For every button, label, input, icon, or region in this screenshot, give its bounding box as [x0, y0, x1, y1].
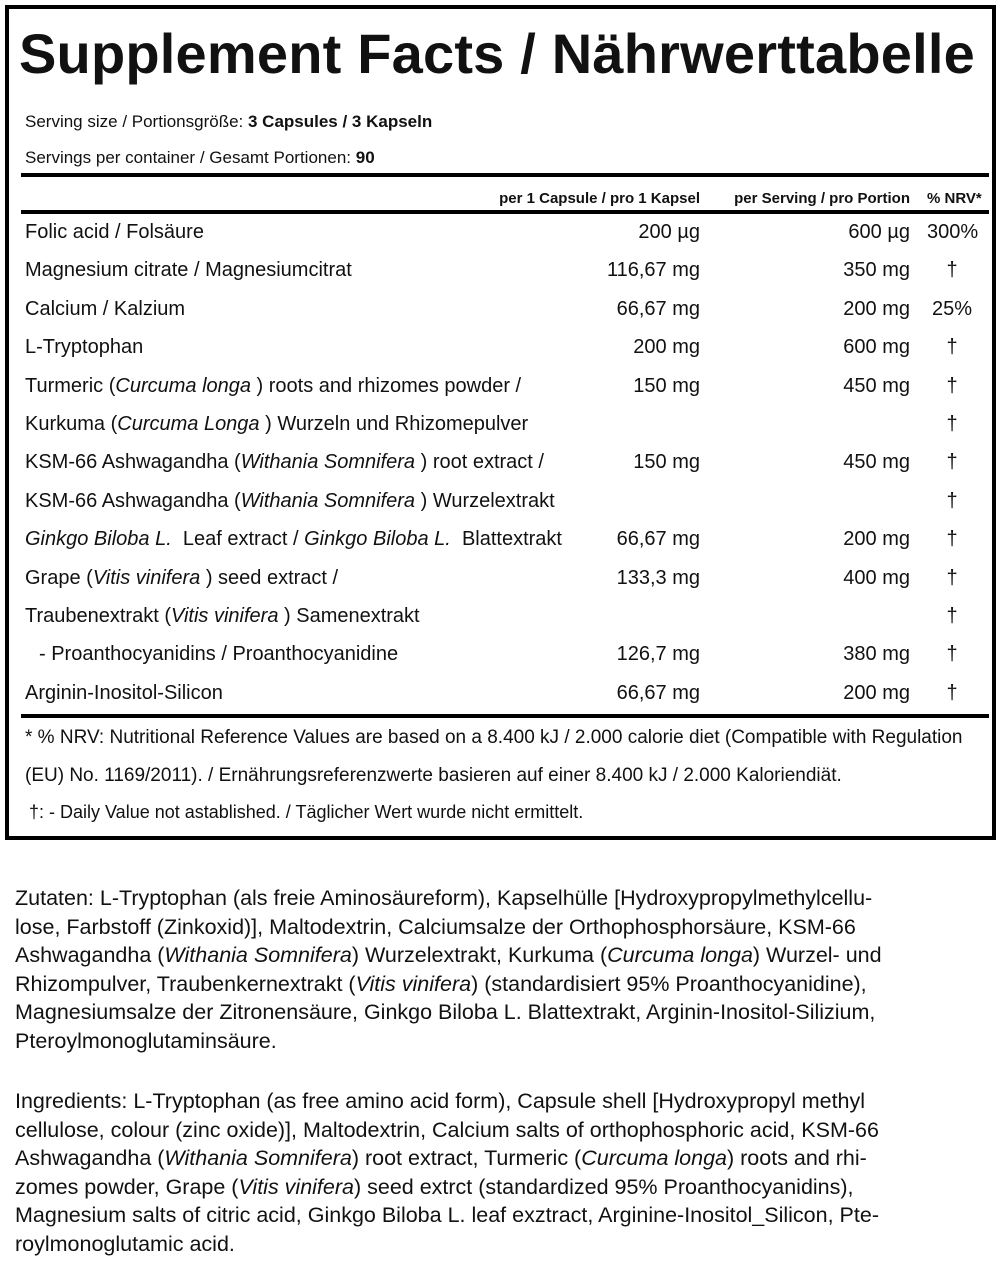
latin-name: Withania Somnifera [164, 943, 352, 968]
amount-per-serving: 200 mg [843, 681, 910, 704]
footnote-dagger: †: - Daily Value not astablished. / Täglicher Wert wurde nicht ermittelt. [29, 802, 584, 822]
nrv-value: 25% [931, 297, 973, 320]
text-segment: lose, Farbstoff (Zinkoxid)], Maltodextrin, Calciumsalze der Orthophosphorsäure, KSM-66 [15, 914, 856, 939]
text-segment: ) (standardisiert 95% Proanthocyanidine), [471, 971, 867, 996]
nutrient-latin-name: Withania Somnifera [240, 451, 416, 474]
table-row [9, 290, 992, 328]
nutrient-name-part: Leaf extract / [171, 528, 305, 551]
nutrient-name-part: Magnesium citrate / Magnesiumcitrat [25, 259, 352, 282]
amount-per-serving: 380 mg [843, 643, 910, 666]
nutrient-name-part: ) root extract / [415, 451, 544, 474]
table-row [9, 328, 992, 366]
nutrient-name [25, 213, 204, 251]
amount-per-capsule: 66,67 mg [616, 681, 700, 704]
text-segment: Ashwagandha ( [15, 1146, 165, 1171]
column-header-nrv: % NRV* [927, 190, 982, 207]
ingredients-paragraph [15, 1087, 987, 1259]
text-segment: L-Tryptophan (as free amino acid form), Capsule shell [Hydroxypropyl methyl [127, 1089, 866, 1113]
nutrient-name-part: Calcium / Kalzium [25, 297, 186, 320]
nutrient-name-part: Blattextrakt [450, 528, 562, 551]
amount-per-serving: 350 mg [843, 259, 910, 282]
nutrient-name [25, 405, 528, 443]
nutrient-name-part: Grape ( [25, 566, 93, 589]
amount-per-capsule: 116,67 mg [606, 259, 700, 282]
table-row [9, 482, 992, 520]
nutrient-name-part: ) Samenextrakt [278, 605, 420, 627]
table-row [9, 559, 992, 597]
ingredients-text [15, 1089, 879, 1256]
table-row [9, 597, 992, 635]
amount-per-serving: 600 mg [843, 336, 910, 359]
nutrient-name-part: - Proanthocyanidins / Proanthocyanidine [39, 643, 399, 666]
supplement-facts-panel [5, 5, 996, 840]
table-row [9, 674, 992, 712]
footnote-nrv-line-1: * % NRV: Nutritional Reference Values are based on a 8.400 kJ / 2.000 calorie diet (Compatible with Regulation [25, 727, 963, 748]
servings-per-container [25, 147, 375, 169]
text-segment: ) root extract, Turmeric ( [351, 1146, 582, 1171]
table-row [9, 443, 992, 481]
nrv-value: † [946, 489, 958, 512]
nutrient-name-part: ) Wurzeln und Rhizomepulver [259, 413, 529, 435]
table-row [9, 367, 992, 405]
nrv-value: † [946, 336, 958, 359]
amount-per-capsule: 66,67 mg [616, 528, 700, 551]
nutrient-name [25, 443, 544, 481]
text-segment: Magnesium salts of citric acid, Ginkgo Biloba L. leaf exztract, Arginine-Inositol_Silicon, Pte- [15, 1203, 879, 1228]
serving-size-value: 3 Capsules / 3 Kapseln [248, 112, 433, 131]
nutrient-latin-name: Ginkgo Biloba L. [304, 528, 451, 551]
nrv-value: † [946, 451, 958, 474]
nutrient-name [25, 674, 223, 712]
nutrient-latin-name: Vitis vinifera [92, 566, 201, 589]
amount-per-capsule: 150 mg [633, 451, 700, 474]
nutrient-name-part: Arginin-Inositol-Silicon [25, 681, 223, 704]
amount-per-capsule: 150 mg [633, 374, 700, 397]
text-segment: Magnesiumsalze der Zitronensäure, Ginkgo Biloba L. Blattextrakt, Arginin-Inositol-Silizium, [15, 1000, 876, 1025]
nutrient-name-part: Kurkuma ( [25, 413, 118, 435]
footnote-nrv-line-2: (EU) No. 1169/2011). / Ernährungsreferenzwerte basieren auf einer 8.400 kJ / 2.000 Kaloriendiät. [25, 765, 842, 786]
zutaten-heading: Zutaten: [15, 886, 94, 910]
table-row [9, 635, 992, 673]
text-segment: Ashwagandha ( [15, 943, 165, 968]
nrv-value: † [946, 413, 958, 435]
text-segment: ) seed extrct (standardized 95% Proanthocyanidins), [353, 1174, 854, 1199]
nutrient-name-part: KSM-66 Ashwagandha ( [25, 489, 241, 512]
serving-size [25, 111, 432, 133]
nutrient-name [25, 290, 185, 328]
amount-per-serving: 450 mg [843, 374, 910, 397]
latin-name: Curcuma longa [607, 943, 753, 968]
nrv-value: † [946, 374, 958, 397]
amount-per-capsule: 200 mg [633, 336, 700, 359]
ingredients-heading: Ingredients: [15, 1089, 128, 1113]
latin-name: Vitis vinifera [238, 1174, 354, 1199]
text-segment: ) Wurzelextrakt, Kurkuma ( [351, 943, 608, 968]
amount-per-serving: 400 mg [843, 566, 910, 589]
nutrient-name-part: ) seed extract / [200, 566, 339, 589]
nutrient-name [25, 597, 420, 635]
text-segment: cellulose, colour (zinc oxide)], Maltodextrin, Calcium salts of orthophosphoric acid, KSM-66 [15, 1117, 879, 1142]
nrv-value: 300% [927, 221, 979, 243]
amount-per-serving: 200 mg [843, 528, 910, 551]
zutaten-paragraph [15, 884, 987, 1056]
nutrient-latin-name: Curcuma Longa [117, 413, 260, 435]
text-segment: roylmonoglutamic acid. [15, 1231, 235, 1256]
nrv-value: † [946, 566, 958, 589]
nutrient-name-part: Folic acid / Folsäure [25, 221, 204, 243]
latin-name: Withania Somnifera [164, 1146, 352, 1171]
nutrient-name-part: ) roots and rhizomes powder / [251, 374, 522, 397]
text-segment: ) roots and rhi- [727, 1146, 867, 1171]
nutrient-name [25, 482, 555, 520]
divider-thick [21, 173, 989, 177]
amount-per-capsule: 66,67 mg [616, 297, 700, 320]
nutrient-name [25, 559, 338, 597]
nutrient-latin-name: Withania Somnifera [240, 489, 416, 512]
text-segment: Rhizompulver, Traubenkernextrakt ( [15, 971, 356, 996]
latin-name: Curcuma longa [581, 1146, 728, 1171]
amount-per-capsule: 126,7 mg [616, 643, 700, 666]
nutrient-name-part: L-Tryptophan [25, 336, 144, 359]
nutrient-name [39, 635, 398, 673]
table-row [9, 213, 992, 251]
text-segment: ) Wurzel- und [752, 943, 882, 968]
servings-per-container-value: 90 [355, 148, 375, 167]
nrv-value: † [946, 528, 958, 551]
nutrient-name-part: ) Wurzelextrakt [415, 489, 555, 512]
nrv-value: † [946, 643, 958, 666]
table-row [9, 520, 992, 558]
nutrient-name-part: Traubenextrakt ( [25, 605, 171, 627]
amount-per-serving: 600 µg [848, 221, 910, 243]
nutrient-latin-name: Curcuma longa [115, 374, 251, 397]
table-row [9, 251, 992, 289]
nutrient-name [25, 251, 352, 289]
latin-name: Vitis vinifera [355, 971, 472, 996]
text-segment: zomes powder, Grape ( [15, 1174, 239, 1199]
servings-per-container-label: Servings per container / Gesamt Portionen: [25, 148, 351, 167]
zutaten-text [15, 886, 882, 1053]
divider-thick [21, 714, 989, 718]
nutrient-name [25, 328, 143, 366]
column-header-per-serving: per Serving / pro Portion [734, 190, 910, 207]
nrv-value: † [946, 605, 958, 627]
nrv-value: † [946, 259, 958, 282]
text-segment: Pteroylmonoglutaminsäure. [15, 1028, 277, 1053]
amount-per-serving: 200 mg [843, 297, 910, 320]
nutrient-latin-name: Ginkgo Biloba L. [25, 528, 172, 551]
nutrient-name-part: KSM-66 Ashwagandha ( [25, 451, 241, 474]
nutrient-name [25, 520, 562, 558]
panel-title: Supplement Facts / Nährwerttabelle [19, 22, 975, 85]
amount-per-capsule: 200 µg [638, 221, 700, 243]
text-segment: L-Tryptophan (als freie Aminosäureform), Kapselhülle [Hydroxypropylmethylcellu- [93, 886, 873, 910]
nutrient-name-part: Turmeric ( [25, 374, 116, 397]
amount-per-capsule: 133,3 mg [616, 566, 700, 589]
table-row [9, 405, 992, 443]
nutrient-name [25, 367, 521, 405]
amount-per-serving: 450 mg [843, 451, 910, 474]
column-header-per-capsule: per 1 Capsule / pro 1 Kapsel [499, 190, 700, 207]
nutrient-latin-name: Vitis vinifera [171, 605, 279, 627]
nrv-value: † [946, 681, 958, 704]
serving-size-label: Serving size / Portionsgröße: [25, 112, 244, 131]
